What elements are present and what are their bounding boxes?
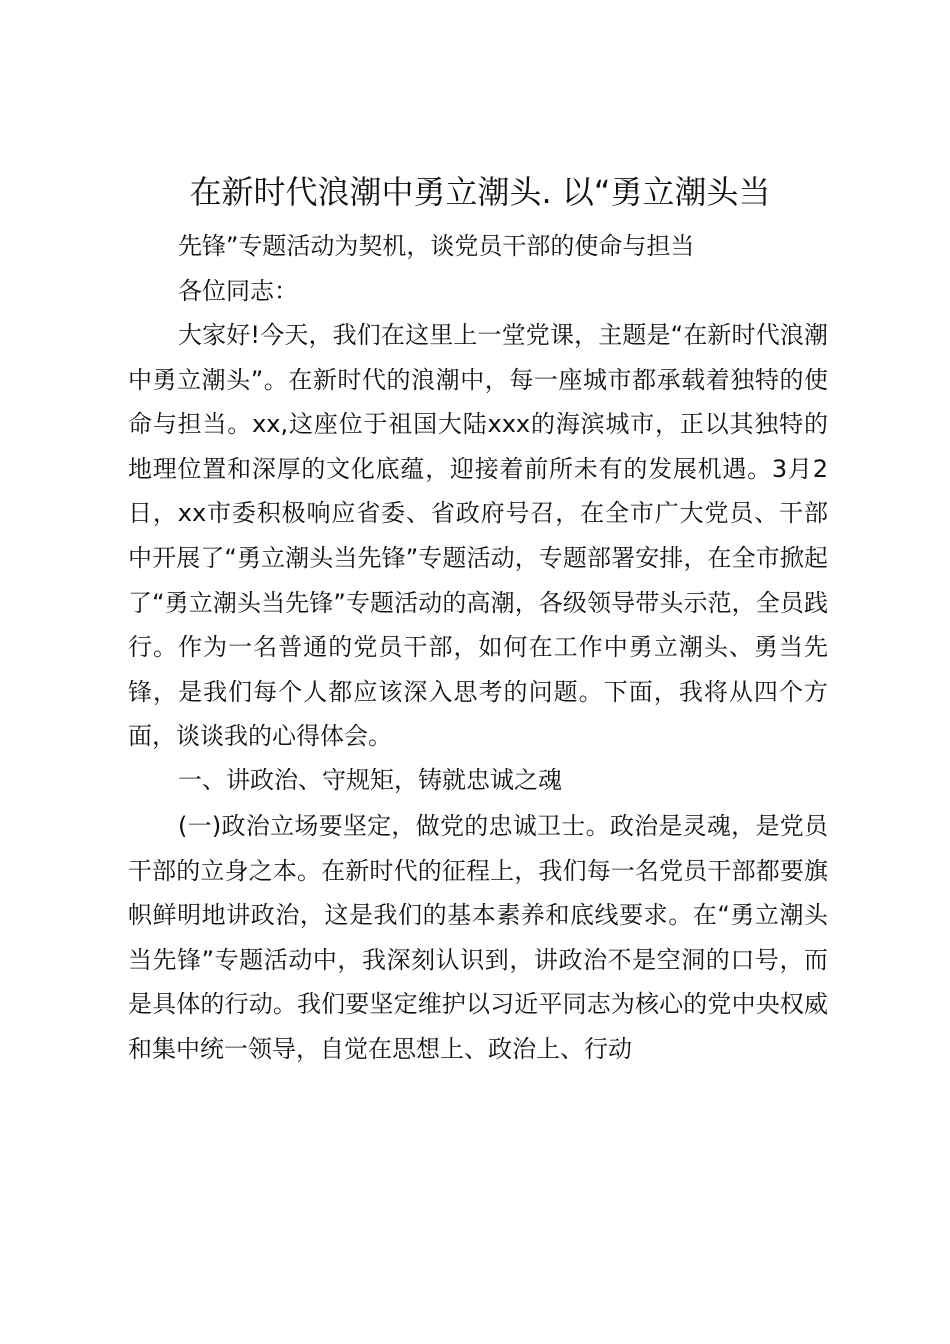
document-title-line-1: 在新时代浪潮中勇立潮头. 以“勇立潮头当	[189, 173, 771, 211]
document-title-line-2: 先锋”专题活动为契机，谈党员干部的使命与担当	[178, 232, 695, 260]
paragraph-intro: 大家好!今天，我们在这里上一堂党课，主题是“在新时代浪潮中勇立潮头”。在新时代的浪潮中，每一座城市都承载着独特的使命与担当。xx,这座位于祖国大陆xxx的海滨城市，正以其独特的地理位置和深厚的文化底蕴，迎接着前所未有的发展机遇。3月2日，xx市委积极响应省委、省政府号召，在全市广大党员、干部中开展了“勇立潮头当先锋”专题活动，专题部署安排，在全市掀起了“勇立潮头当先锋”专题活动的高潮，各级领导带头示范，全员践行。作为一名普通的党员干部，如何在工作中勇立潮头、勇当先锋，是我们每个人都应该深入思考的问题。下面，我将从四个方面，谈谈我的心得体会。	[128, 321, 828, 751]
salutation: 各位同志：	[178, 277, 298, 305]
section-heading-1: 一、讲政治、守规矩，铸就忠诚之魂	[178, 766, 562, 794]
paragraph-section-1-1: (一)政治立场要坚定，做党的忠诚卫士。政治是灵魂，是党员干部的立身之本。在新时代的征程上，我们每一名党员干部都要旗帜鲜明地讲政治，这是我们的基本素养和底线要求。在“勇立潮头当先锋”专题活动中，我深刻认识到，讲政治不是空洞的口号，而是具体的行动。我们要坚定维护以习近平同志为核心的党中央权威和集中统一领导，自觉在思想上、政治上、行动	[128, 812, 828, 1063]
